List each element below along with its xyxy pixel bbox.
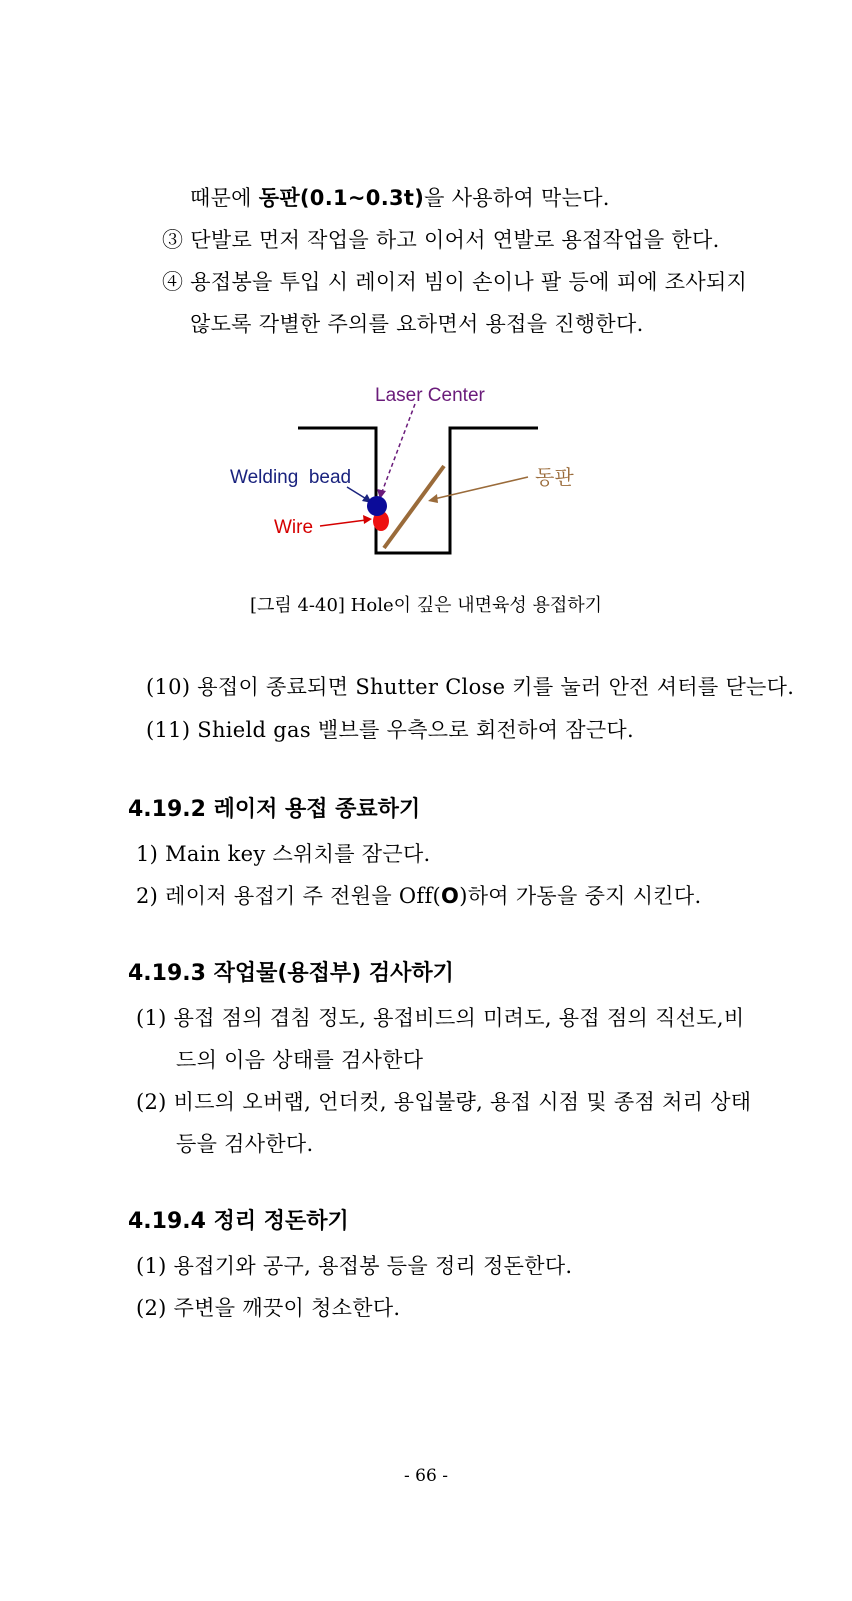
list-item-4: ④ 용접봉을 투입 시 레이저 빔이 손이나 팔 등에 피에 조사되지 — [162, 270, 748, 294]
step-10: (10) 용접이 종료되면 Shutter Close 키를 눌러 안전 셔터를 닫는다. — [146, 675, 795, 699]
section-title-4-19-2: 4.19.2 레이저 용접 종료하기 — [128, 797, 421, 822]
text-line: 때문에 동판(0.1~0.3t)을 사용하여 막는다. — [190, 186, 610, 210]
label-laser-center: Laser Center — [375, 385, 485, 406]
label-welding-bead: Welding bead — [230, 467, 352, 488]
list-item: (2) 비드의 오버랩, 언더컷, 용입불량, 용접 시점 및 종점 처리 상태 — [136, 1090, 752, 1114]
list-item-cont: 등을 검사한다. — [176, 1132, 314, 1156]
list-item: (2) 주변을 깨끗이 청소한다. — [136, 1296, 401, 1320]
list-item: (1) 용접기와 공구, 용접봉 등을 정리 정돈한다. — [136, 1254, 573, 1278]
section-title-4-19-4: 4.19.4 정리 정돈하기 — [128, 1209, 349, 1234]
list-item-4-cont: 않도록 각별한 주의를 요하면서 용접을 진행한다. — [190, 312, 644, 336]
list-item: (1) 용접 점의 겹침 정도, 용접비드의 미려도, 용접 점의 직선도,비 — [136, 1006, 745, 1030]
section-title-4-19-3: 4.19.3 작업물(용접부) 검사하기 — [128, 961, 454, 986]
laser-center-arrow — [382, 404, 415, 492]
step-11: (11) Shield gas 밸브를 우측으로 회전하여 잠근다. — [146, 718, 634, 742]
list-item: 2) 레이저 용접기 주 전원을 Off(O)하여 가동을 중지 시킨다. — [136, 884, 702, 908]
wire-arrowhead — [363, 515, 372, 524]
figure-caption: [그림 4-40] Hole이 깊은 내면육성 용접하기 — [249, 595, 603, 616]
list-item-3: ③ 단발로 먼저 작업을 하고 이어서 연발로 용접작업을 한다. — [162, 228, 720, 252]
list-item-cont: 드의 이음 상태를 검사한다 — [176, 1048, 424, 1072]
page-number: - 66 - — [404, 1466, 448, 1486]
bold-term: 동판(0.1~0.3t) — [258, 186, 425, 210]
label-wire: Wire — [274, 517, 314, 538]
hole-outline — [298, 428, 538, 553]
wire-arrow — [320, 520, 366, 526]
welding-diagram — [0, 380, 852, 580]
label-copper: 동판 — [535, 467, 574, 489]
copper-arrowhead — [428, 494, 438, 503]
list-item: 1) Main key 스위치를 잠근다. — [136, 842, 431, 866]
copper-arrow — [434, 477, 528, 499]
copper-plate — [384, 466, 444, 548]
welding-bead-dot — [367, 496, 387, 516]
